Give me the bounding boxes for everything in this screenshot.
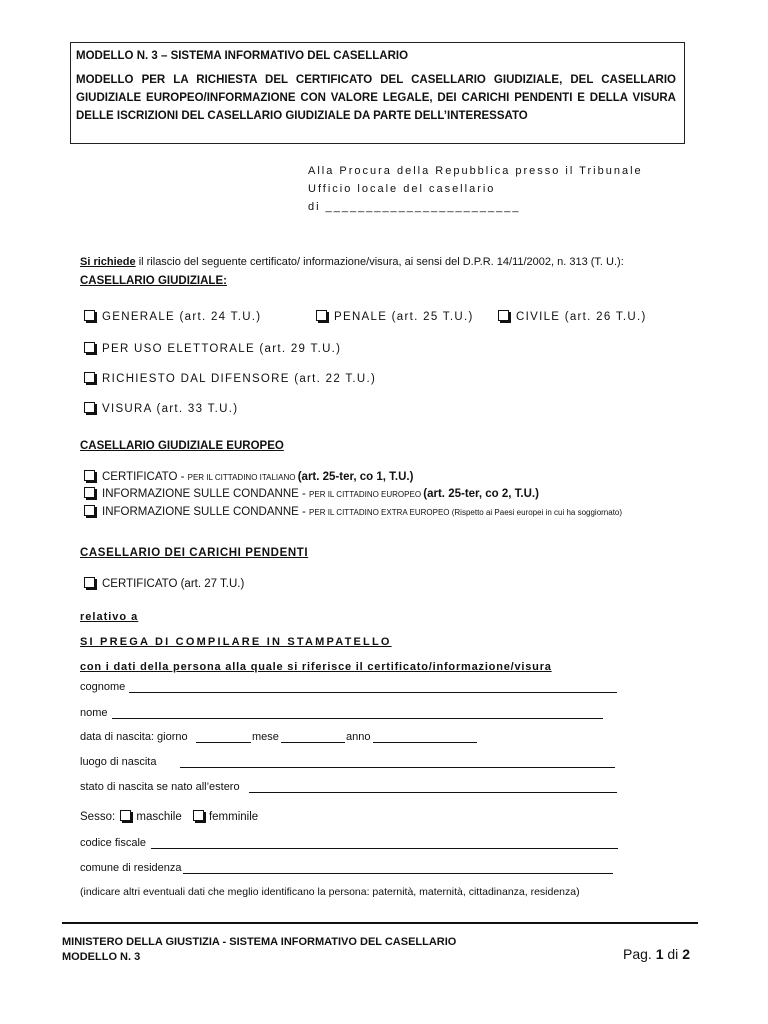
request-bold: Si richiede: [80, 256, 136, 268]
sesso-label: Sesso:: [80, 811, 116, 823]
stampatello-notice: SI PREGA DI COMPILARE IN STAMPATELLO: [80, 636, 392, 648]
luogo-label: luogo di nascita: [80, 756, 157, 768]
additional-info-note: (indicare altri eventuali dati che meglio identificano la persona: paternità, maternità, cittadinanza, residenza): [80, 886, 580, 898]
femminile-label: femminile: [208, 811, 259, 823]
checkbox[interactable]: [316, 310, 327, 321]
option-civile[interactable]: [498, 310, 647, 323]
request-text: [80, 256, 624, 268]
page-number: 1: [655, 946, 664, 962]
dati-title: con i dati della persona alla quale si riferisce il certificato/informazione/visura: [80, 661, 552, 673]
comune-field[interactable]: [183, 873, 613, 874]
sesso-row: [80, 810, 258, 823]
stato-label: stato di nascita se nato all’estero: [80, 781, 240, 793]
mese-field[interactable]: [281, 742, 345, 743]
header-desc-line1: MODELLO PER LA RICHIESTA DEL CERTIFICATO DEL CASELLARIO GIUDIZIALE, DEL CASELLARIO: [76, 74, 676, 86]
option-label: GENERALE (art. 24 T.U.): [102, 311, 262, 323]
page-total: 2: [682, 946, 690, 962]
option-label: PENALE (art. 25 T.U.): [334, 311, 474, 323]
checkbox[interactable]: [84, 402, 95, 413]
comune-label: comune di residenza: [80, 862, 182, 874]
checkbox[interactable]: [84, 470, 95, 481]
anno-label: anno: [346, 731, 371, 743]
page-label: Pag.: [623, 946, 652, 962]
checkbox[interactable]: [84, 372, 95, 383]
section-carichi-pendenti: CASELLARIO DEI CARICHI PENDENTI: [80, 547, 309, 559]
option-elettorale[interactable]: [84, 342, 341, 355]
checkbox-femminile[interactable]: [193, 810, 204, 821]
option-article: (art. 25-ter, co 1, T.U.): [297, 471, 414, 483]
option-article: (art. 25-ter, co 2, T.U.): [423, 488, 539, 500]
option-qualifier: PER IL CITTADINO EXTRA EUROPEO: [309, 508, 450, 517]
option-certificato-italiano[interactable]: [84, 470, 413, 483]
page-indicator: [623, 946, 690, 962]
address-line3: di ________________________: [308, 201, 521, 213]
checkbox[interactable]: [84, 310, 95, 321]
option-qualifier: PER IL CITTADINO ITALIANO: [187, 473, 298, 482]
footer-divider: [62, 922, 698, 924]
option-certificato-carichi[interactable]: [84, 577, 244, 590]
option-qualifier: PER IL CITTADINO EUROPEO: [309, 490, 424, 499]
checkbox[interactable]: [84, 505, 95, 516]
option-label: CIVILE (art. 26 T.U.): [516, 311, 647, 323]
option-visura[interactable]: [84, 402, 238, 415]
checkbox[interactable]: [84, 342, 95, 353]
data-nascita-label: data di nascita: giorno: [80, 731, 188, 743]
option-label: PER USO ELETTORALE (art. 29 T.U.): [102, 343, 342, 355]
nome-label: nome: [80, 707, 108, 719]
option-label: INFORMAZIONE SULLE CONDANNE -: [102, 488, 310, 500]
checkbox-maschile[interactable]: [120, 810, 131, 821]
page-di: di: [667, 946, 679, 962]
request-body: il rilascio del seguente certificato/ informazione/visura, ai sensi del D.P.R. 14/11/2002, n. 313 (T. U.):: [135, 256, 624, 268]
codice-fiscale-label: codice fiscale: [80, 837, 147, 849]
option-label: INFORMAZIONE SULLE CONDANNE -: [102, 506, 310, 518]
option-informazione-extra[interactable]: [84, 505, 622, 518]
footer-ministry: MINISTERO DELLA GIUSTIZIA - SISTEMA INFORMATIVO DEL CASELLARIO: [62, 936, 457, 948]
luogo-field[interactable]: [180, 767, 615, 768]
option-penale[interactable]: [316, 310, 474, 323]
giorno-field[interactable]: [196, 742, 251, 743]
relativo-label: relativo a: [80, 611, 139, 623]
option-generale[interactable]: [84, 310, 261, 323]
mese-label: mese: [252, 731, 279, 743]
model-title: MODELLO N. 3 – SISTEMA INFORMATIVO DEL CASELLARIO: [76, 50, 409, 62]
nome-field[interactable]: [112, 718, 603, 719]
checkbox[interactable]: [84, 487, 95, 498]
option-informazione-europeo[interactable]: [84, 487, 539, 500]
footer-model: MODELLO N. 3: [62, 951, 141, 963]
anno-field[interactable]: [373, 742, 477, 743]
option-label: RICHIESTO DAL DIFENSORE (art. 22 T.U.): [102, 373, 377, 385]
cognome-field[interactable]: [129, 692, 617, 693]
option-label: CERTIFICATO (art. 27 T.U.): [102, 578, 245, 590]
header-desc-line2: GIUDIZIALE EUROPEO/INFORMAZIONE CON VALORE LEGALE, DEI CARICHI PENDENTI E DELLA VISURA: [76, 92, 676, 104]
option-label: VISURA (art. 33 T.U.): [102, 403, 239, 415]
header-desc-line3: DELLE ISCRIZIONI DEL CASELLARIO GIUDIZIALE DA PARTE DELL’INTERESSATO: [76, 110, 528, 122]
checkbox[interactable]: [498, 310, 509, 321]
section-europeo: CASELLARIO GIUDIZIALE EUROPEO: [80, 440, 284, 452]
address-line1: Alla Procura della Repubblica presso il Tribunale: [308, 165, 643, 177]
address-line2: Ufficio locale del casellario: [308, 183, 496, 195]
option-label: CERTIFICATO -: [102, 471, 188, 483]
option-note: (Rispetto ai Paesi europei in cui ha soggiornato): [449, 508, 623, 517]
codice-fiscale-field[interactable]: [151, 848, 618, 849]
section-casellario-giudiziale: CASELLARIO GIUDIZIALE:: [80, 275, 227, 287]
cognome-label: cognome: [80, 681, 126, 693]
checkbox[interactable]: [84, 577, 95, 588]
maschile-label: maschile: [136, 811, 182, 823]
option-difensore[interactable]: [84, 372, 376, 385]
stato-field[interactable]: [249, 792, 617, 793]
